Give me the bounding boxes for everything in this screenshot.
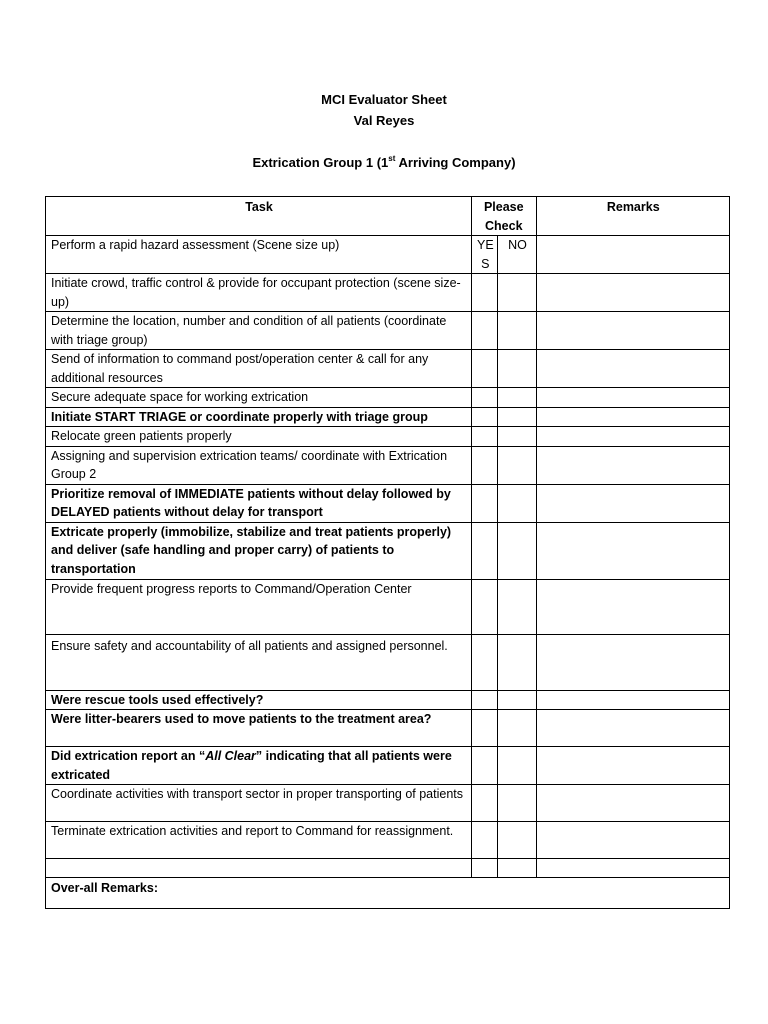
task-cell: Coordinate activities with transport sector in proper transporting of patients	[46, 785, 472, 822]
remarks-cell[interactable]	[536, 388, 729, 408]
group-heading-prefix: Extrication Group 1 (1	[252, 155, 389, 170]
table-header-row	[46, 197, 730, 236]
remarks-cell[interactable]	[536, 312, 729, 350]
task-header: Task	[46, 197, 472, 236]
no-label[interactable]: NO	[498, 236, 536, 274]
remarks-cell[interactable]	[536, 710, 729, 747]
no-check-cell[interactable]	[498, 822, 536, 859]
evaluation-table	[45, 196, 730, 909]
overall-remarks-label[interactable]: Over-all Remarks:	[46, 878, 730, 909]
no-check-cell[interactable]	[498, 579, 536, 634]
no-check-cell[interactable]	[498, 427, 536, 447]
table-row	[46, 710, 730, 747]
all-clear-emphasis: All Clear	[205, 749, 256, 763]
task-text-end: ” indicating that all patients were extricated	[51, 749, 452, 782]
yes-check-cell[interactable]	[472, 579, 498, 634]
task-cell: Initiate crowd, traffic control & provide for occupant protection (scene size-up)	[46, 274, 472, 312]
table-row	[46, 579, 730, 634]
table-row	[46, 312, 730, 350]
no-check-cell[interactable]	[498, 859, 536, 878]
table-row	[46, 747, 730, 785]
yes-check-cell[interactable]	[472, 822, 498, 859]
remarks-cell[interactable]	[536, 427, 729, 447]
table-row	[46, 446, 730, 484]
task-cell: Assigning and supervision extrication teams/ coordinate with Extrication Group 2	[46, 446, 472, 484]
no-check-cell[interactable]	[498, 446, 536, 484]
table-row	[46, 388, 730, 408]
yes-label[interactable]: YE S	[472, 236, 498, 274]
task-cell: Prioritize removal of IMMEDIATE patients without delay followed by DELAYED patients without delay for transport	[46, 484, 472, 522]
task-cell: Determine the location, number and condition of all patients (coordinate with triage group)	[46, 312, 472, 350]
no-check-cell[interactable]	[498, 747, 536, 785]
no-check-cell[interactable]	[498, 522, 536, 579]
table-row	[46, 785, 730, 822]
no-check-cell[interactable]	[498, 484, 536, 522]
yes-check-cell[interactable]	[472, 747, 498, 785]
table-row	[46, 522, 730, 579]
remarks-cell[interactable]	[536, 350, 729, 388]
task-cell: Perform a rapid hazard assessment (Scene size up)	[46, 236, 472, 274]
task-cell: Provide frequent progress reports to Command/Operation Center	[46, 579, 472, 634]
group-heading-superscript: st	[388, 153, 396, 163]
yes-check-cell[interactable]	[472, 407, 498, 427]
task-cell: Terminate extrication activities and report to Command for reassignment.	[46, 822, 472, 859]
no-check-cell[interactable]	[498, 407, 536, 427]
no-check-cell[interactable]	[498, 710, 536, 747]
task-cell: Relocate green patients properly	[46, 427, 472, 447]
table-row	[46, 427, 730, 447]
group-heading	[0, 155, 768, 171]
yes-check-cell[interactable]	[472, 522, 498, 579]
task-cell: Secure adequate space for working extrication	[46, 388, 472, 408]
no-check-cell[interactable]	[498, 634, 536, 690]
remarks-cell[interactable]	[536, 446, 729, 484]
yes-check-cell[interactable]	[472, 859, 498, 878]
remarks-cell[interactable]	[536, 522, 729, 579]
remarks-cell[interactable]	[536, 690, 729, 710]
table-row	[46, 274, 730, 312]
task-cell	[46, 747, 472, 785]
task-cell: Were litter-bearers used to move patients to the treatment area?	[46, 710, 472, 747]
task-cell: Ensure safety and accountability of all patients and assigned personnel.	[46, 634, 472, 690]
remarks-cell[interactable]	[536, 484, 729, 522]
task-cell[interactable]	[46, 859, 472, 878]
task-cell: Extricate properly (immobilize, stabilize and treat patients properly) and deliver (safe handling and proper carry) of patients to transportation	[46, 522, 472, 579]
table-row	[46, 690, 730, 710]
yes-check-cell[interactable]	[472, 634, 498, 690]
remarks-cell[interactable]	[536, 785, 729, 822]
task-text-start: Did extrication report an “	[51, 749, 206, 763]
remarks-cell[interactable]	[536, 747, 729, 785]
remarks-cell[interactable]	[536, 274, 729, 312]
yes-check-cell[interactable]	[472, 785, 498, 822]
no-check-cell[interactable]	[498, 690, 536, 710]
remarks-header: Remarks	[536, 197, 729, 236]
yes-check-cell[interactable]	[472, 710, 498, 747]
evaluator-name: Val Reyes	[353, 113, 415, 128]
yes-check-cell[interactable]	[472, 312, 498, 350]
yes-check-cell[interactable]	[472, 446, 498, 484]
no-check-cell[interactable]	[498, 388, 536, 408]
task-cell: Send of information to command post/operation center & call for any additional resources	[46, 350, 472, 388]
remarks-cell[interactable]	[536, 579, 729, 634]
document-title: MCI Evaluator Sheet	[321, 92, 447, 107]
table-row	[46, 634, 730, 690]
yes-check-cell[interactable]	[472, 350, 498, 388]
task-cell: Were rescue tools used effectively?	[46, 690, 472, 710]
table-row	[46, 350, 730, 388]
task-cell: Initiate START TRIAGE or coordinate properly with triage group	[46, 407, 472, 427]
yes-check-cell[interactable]	[472, 274, 498, 312]
table-row	[46, 407, 730, 427]
group-heading-suffix: Arriving Company)	[395, 155, 516, 170]
no-check-cell[interactable]	[498, 785, 536, 822]
remarks-cell[interactable]	[536, 236, 729, 274]
remarks-cell[interactable]	[536, 407, 729, 427]
yes-check-cell[interactable]	[472, 427, 498, 447]
remarks-cell[interactable]	[536, 634, 729, 690]
please-check-header: Please Check	[472, 197, 536, 236]
yes-check-cell[interactable]	[472, 690, 498, 710]
yes-check-cell[interactable]	[472, 484, 498, 522]
overall-remarks-row	[46, 878, 730, 909]
remarks-cell[interactable]	[536, 822, 729, 859]
no-check-cell[interactable]	[498, 274, 536, 312]
table-row-empty	[46, 859, 730, 878]
no-check-cell[interactable]	[498, 312, 536, 350]
table-row	[46, 236, 730, 274]
table-row	[46, 484, 730, 522]
table-row	[46, 822, 730, 859]
no-check-cell[interactable]	[498, 350, 536, 388]
remarks-cell[interactable]	[536, 859, 729, 878]
yes-check-cell[interactable]	[472, 388, 498, 408]
